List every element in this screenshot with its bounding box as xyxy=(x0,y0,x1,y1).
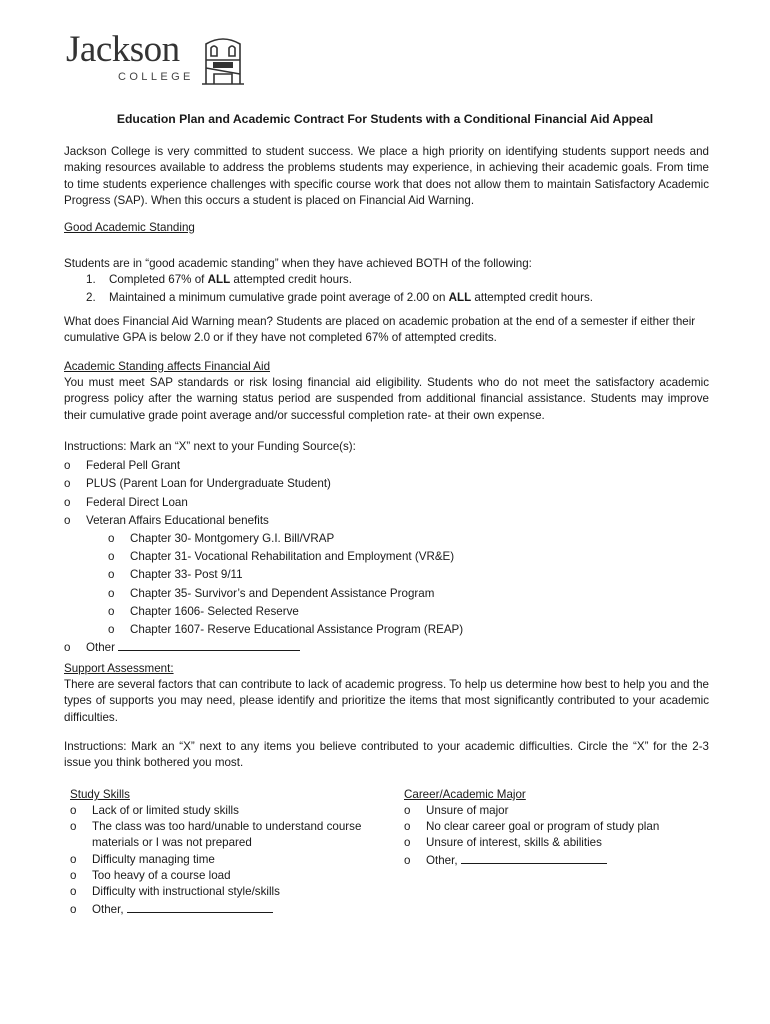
veteran-sub-option[interactable]: o Chapter 1606- Selected Reserve xyxy=(108,604,299,620)
funding-option[interactable]: o Federal Direct Loan xyxy=(64,495,188,511)
study-skill-option[interactable]: o Too heavy of a course load xyxy=(70,868,231,884)
study-skill-option[interactable]: o The class was too hard/unable to understand course xyxy=(70,819,361,835)
other-funding-blank[interactable] xyxy=(118,639,300,651)
funding-option[interactable]: o Veteran Affairs Educational benefits xyxy=(64,513,269,529)
checkbox-circle-icon: o xyxy=(70,853,77,866)
logo-subtitle: COLLEGE xyxy=(118,71,194,83)
other-study-skill-blank[interactable] xyxy=(127,901,273,913)
jackson-college-logo xyxy=(66,30,236,90)
veteran-sub-option[interactable]: o Chapter 30- Montgomery G.I. Bill/VRAP xyxy=(108,531,334,547)
career-option[interactable]: o No clear career goal or program of study plan xyxy=(404,819,659,835)
checkbox-circle-icon: o xyxy=(404,820,411,833)
study-skill-option[interactable]: o Difficulty managing time xyxy=(70,852,215,868)
checkbox-circle-icon: o xyxy=(64,641,71,654)
veteran-sub-option[interactable]: o Chapter 31- Vocational Rehabilitation and Employment (VR&E) xyxy=(108,549,454,565)
checkbox-circle-icon: o xyxy=(64,477,71,490)
career-heading: Career/Academic Major xyxy=(404,788,526,801)
career-option[interactable]: o Unsure of major xyxy=(404,803,508,819)
good-standing-item: 1. Completed 67% of ALL attempted credit hours. xyxy=(86,273,352,286)
support-instructions: Instructions: Mark an “X” next to any items you believe contributed to your academic difficulties. Circle the “X” for the 2-3 issue you think bothered you most. xyxy=(64,740,709,770)
checkbox-circle-icon: o xyxy=(64,459,71,472)
good-standing-lead: Students are in “good academic standing” when they have achieved BOTH of the following: xyxy=(64,257,532,270)
checkbox-circle-icon: o xyxy=(70,804,77,817)
career-option[interactable]: o Unsure of interest, skills & abilities xyxy=(404,835,602,851)
warning-paragraph: What does Financial Aid Warning mean? Students are placed on academic probation at the end of a semester if either their cumulative GPA is below 2.0 or if they have not completed 67% of attempted credits. xyxy=(64,315,696,345)
checkbox-circle-icon: o xyxy=(64,496,71,509)
checkbox-circle-icon: o xyxy=(70,885,77,898)
intro-paragraph: Jackson College is very committed to student success. We place a high priority on identifying students support needs and making resources available to address the problems students may experience, in achieving their academic goals. From time to time students experience challenges with specific course work that does not allow them to maintain Satisfactory Academic Progress (SAP). When this occurs a student is placed on Financial Aid Warning. xyxy=(64,145,709,207)
veteran-sub-option[interactable]: o Chapter 35- Survivor’s and Dependent Assistance Program xyxy=(108,586,434,602)
checkbox-circle-icon: o xyxy=(108,532,115,545)
checkbox-circle-icon: o xyxy=(70,869,77,882)
funding-option[interactable]: o Federal Pell Grant xyxy=(64,458,180,474)
bell-tower-icon xyxy=(202,34,244,86)
logo-wordmark: Jackson xyxy=(66,29,180,70)
study-skills-heading: Study Skills xyxy=(70,788,130,801)
support-paragraph: There are several factors that can contribute to lack of academic progress. To help us determine how best to help you and the types of supports you may need, please identify and prioritize the items that most significantly contributed to your academic difficulties. xyxy=(64,678,709,724)
page-title: Education Plan and Academic Contract For Students with a Conditional Financial Aid Appeal xyxy=(116,112,654,126)
good-standing-item: 2. Maintained a minimum cumulative grade point average of 2.00 on ALL attempted credit hours. xyxy=(86,291,593,304)
study-skill-option-continued: materials or I was not prepared xyxy=(92,836,252,849)
affects-paragraph: You must meet SAP standards or risk losing financial aid eligibility. Students who do not meet the satisfactory academic progress policy after the warning status period are suspended from additional financial assistance. Students may improve their cumulative grade point average and/or successful completion rate- at their own expense. xyxy=(64,376,709,422)
checkbox-circle-icon: o xyxy=(108,623,115,636)
checkbox-circle-icon: o xyxy=(404,836,411,849)
study-skill-option-other[interactable]: o Other, xyxy=(70,901,273,918)
funding-option-other[interactable]: o Other xyxy=(64,639,300,656)
checkbox-circle-icon: o xyxy=(404,804,411,817)
checkbox-circle-icon: o xyxy=(64,514,71,527)
study-skill-option[interactable]: o Difficulty with instructional style/skills xyxy=(70,884,280,900)
checkbox-circle-icon: o xyxy=(70,820,77,833)
support-heading: Support Assessment: xyxy=(64,662,174,675)
checkbox-circle-icon: o xyxy=(108,587,115,600)
checkbox-circle-icon: o xyxy=(108,568,115,581)
other-career-blank[interactable] xyxy=(461,852,607,864)
affects-heading: Academic Standing affects Financial Aid xyxy=(64,360,271,373)
checkbox-circle-icon: o xyxy=(108,550,115,563)
funding-instructions: Instructions: Mark an “X” next to your Funding Source(s): xyxy=(64,440,356,453)
good-standing-heading: Good Academic Standing xyxy=(64,221,195,234)
study-skill-option[interactable]: o Lack of or limited study skills xyxy=(70,803,239,819)
checkbox-circle-icon: o xyxy=(108,605,115,618)
checkbox-circle-icon: o xyxy=(404,854,411,867)
veteran-sub-option[interactable]: o Chapter 1607- Reserve Educational Assistance Program (REAP) xyxy=(108,622,463,638)
veteran-sub-option[interactable]: o Chapter 33- Post 9/11 xyxy=(108,567,243,583)
checkbox-circle-icon: o xyxy=(70,903,77,916)
career-option-other[interactable]: o Other, xyxy=(404,852,607,869)
funding-option[interactable]: o PLUS (Parent Loan for Undergraduate Student) xyxy=(64,476,331,492)
